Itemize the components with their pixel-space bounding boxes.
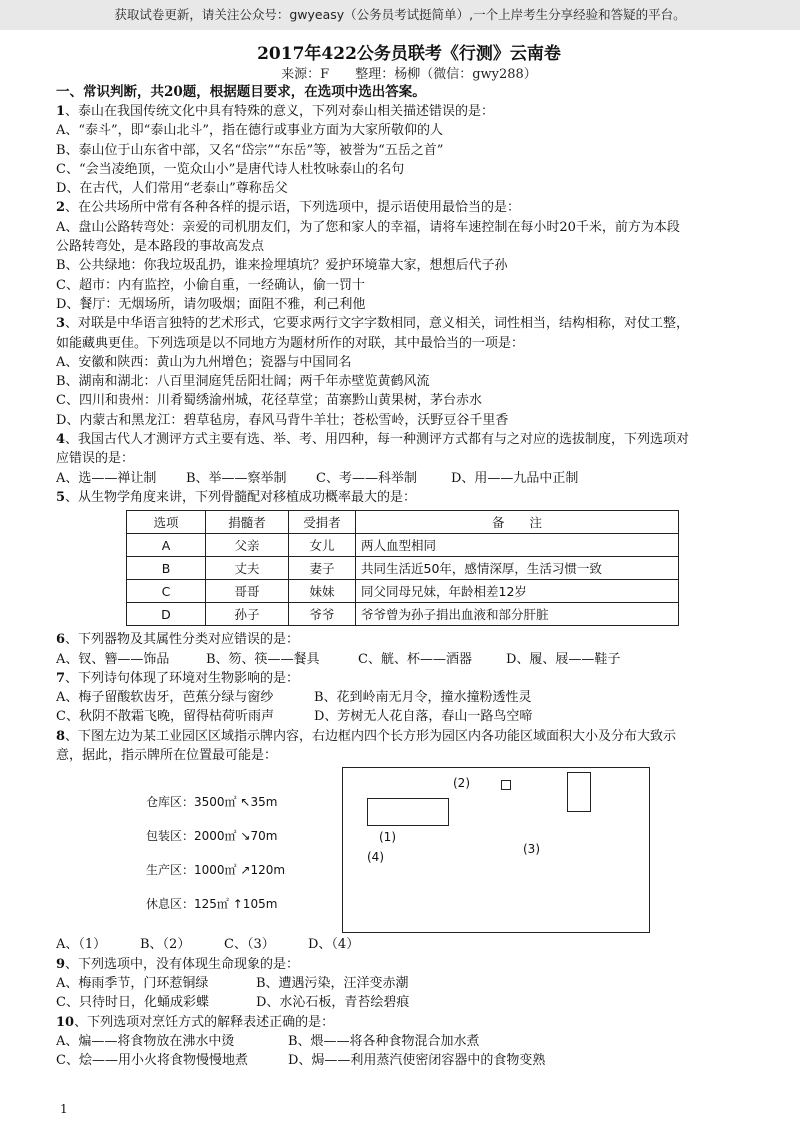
q6-stem-text: 、下列器物及其属性分类对应错误的是： (65, 632, 300, 648)
q8-option-a: A、（1） (56, 937, 107, 953)
sign-area: 1000㎡ (194, 863, 237, 878)
q7-number: 7 (56, 670, 66, 686)
table-row (127, 534, 679, 557)
q3-stem-text: 、对联是中华语言独特的艺术形式，它要求两行文字字数相同，意义相关，词性相当，结构相称，对仗工整， (65, 316, 690, 332)
q1-stem-text: 、泰山在我国传统文化中具有特殊的意义，下列对泰山相关描述错误的是： (65, 104, 495, 119)
q9-option-d: D、水沁石板，青苔绘碧痕 (256, 995, 410, 1011)
map-label-4: (4) (367, 850, 384, 865)
q10-option-a: A、煸——将食物放在沸水中烫 (56, 1033, 235, 1049)
q10-option-b: B、煨——将各种食物混合加水煮 (288, 1033, 480, 1049)
exam-page (56, 42, 762, 1070)
q7-option-b: B、花到岭南无月令，撞水撞粉透性灵 (314, 690, 532, 706)
q9-options-row2 (56, 993, 762, 1012)
table-cell: 爷爷曾为孙子捐出血液和部分肝脏 (356, 603, 679, 626)
q9-option-b: B、遭遇污染，汪洋变赤潮 (256, 975, 409, 991)
q6-number: 6 (56, 632, 66, 648)
sign-zone: 仓库区： (146, 795, 195, 810)
map-label-2: (2) (453, 776, 470, 791)
section-heading: 一、常识判断，共20题，根据题目要求，在选项中选出答案。 (56, 84, 426, 100)
q9-stem-text: 、下列选项中，没有体现生命现象的是： (65, 956, 300, 972)
q3-number: 3 (56, 316, 66, 332)
q7-options-row2 (56, 707, 762, 726)
q2-option-d: D、餐厅：无烟场所，请勿吸烟；面阻不雅，利己利他 (56, 296, 366, 312)
q8-option-d: D、（4） (308, 937, 360, 953)
q3-stem-cont: 如能藏典更佳。下列选项是以不同地方为题材所作的对联，其中最恰当的一项是： (56, 335, 525, 351)
sign-zone: 休息区： (146, 897, 195, 912)
q7-option-d: D、芳树无人花自落，春山一路鸟空啼 (314, 709, 533, 725)
q3-stem (56, 314, 762, 333)
table-cell: C (127, 580, 206, 603)
q5-stem (56, 488, 762, 507)
q4-option-a: A、选——禅让制 (56, 470, 157, 486)
q2-option-b: B、公共绿地：你我垃圾乱扔，谁来捡埋填坑？爱护环境靠大家，想想后代子孙 (56, 258, 508, 274)
table-cell: 丈夫 (206, 557, 289, 580)
q6-option-d: D、履、屐——鞋子 (506, 651, 621, 667)
table-row (127, 557, 679, 580)
page-number: 1 (60, 1102, 68, 1116)
table-cell: B (127, 557, 206, 580)
q7-option-c: C、秋阴不散霜飞晚，留得枯荷听雨声 (56, 709, 274, 725)
table-cell: 孙子 (206, 603, 289, 626)
q4-option-b: B、举——察举制 (186, 470, 287, 486)
sign-area: 3500㎡ (194, 795, 237, 810)
q3-option-b: B、湖南和湖北：八百里洞庭凭岳阳壮阔；两千年赤壁览黄鹤风流 (56, 374, 430, 390)
q8-number: 8 (56, 728, 66, 744)
q4-option-d: D、用——九品中正制 (451, 470, 579, 486)
q6-options (56, 650, 762, 669)
q8-option-c: C、（3） (224, 937, 275, 953)
q4-options (56, 469, 762, 488)
q7-options-row1 (56, 688, 762, 707)
q2-option-a: A、盘山公路转弯处：亲爱的司机朋友们，为了您和家人的幸福，请将车速控制在每小时20千米，前方为本段 (56, 219, 680, 235)
q8-option-b: B、（2） (140, 937, 191, 953)
source-line: 来源：F 整理：杨柳（微信：gwy288） (281, 67, 537, 82)
q9-number: 9 (56, 956, 66, 972)
q8-stem (56, 727, 762, 746)
q4-number: 4 (56, 432, 66, 448)
q5-number: 5 (56, 489, 66, 505)
header-cell: 备 注 (356, 511, 679, 534)
sign-area: 2000㎡ (194, 829, 237, 844)
q10-options-row2 (56, 1051, 762, 1070)
q2-option-a-cont: 公路转弯处，是本路段的事故高发点 (56, 239, 265, 255)
q2-option-c: C、超市：内有监控，小偷自重，一经确认，偷一罚十 (56, 277, 365, 293)
table-cell: 女儿 (289, 534, 356, 557)
sign-direction: ↖35m (240, 795, 278, 810)
q8-figure (56, 765, 762, 943)
table-cell: 父亲 (206, 534, 289, 557)
q7-stem (56, 669, 762, 688)
park-map (342, 767, 650, 933)
table-cell: 爷爷 (289, 603, 356, 626)
q2-stem (56, 198, 762, 217)
header-cell: 选项 (127, 511, 206, 534)
table-row (127, 603, 679, 626)
q5-stem-text: 、从生物学角度来讲，下列骨髓配对移植成功概率最大的是： (65, 489, 417, 505)
map-rect-tall (567, 772, 591, 812)
q8-stem-text: 、下图左边为某工业园区区域指示牌内容，右边框内四个长方形为园区内各功能区域面积大小及分布大致示 (65, 728, 677, 744)
q3-option-c: C、四川和贵州：川肴蜀绣渝州城，花径草堂；苗寨黔山黄果树，茅台赤水 (56, 393, 482, 409)
q10-options-row1 (56, 1032, 762, 1051)
table-cell: 哥哥 (206, 580, 289, 603)
q8-stem-cont: 意，据此，指示牌所在位置最可能是： (56, 748, 278, 764)
q2-number: 2 (56, 200, 66, 216)
sign-zone: 包装区： (146, 829, 195, 844)
sign-zone: 生产区： (146, 863, 195, 878)
q10-stem-text: 、下列选项对烹饪方式的解释表述正确的是： (74, 1014, 335, 1030)
sign-direction: ↑105m (232, 897, 278, 912)
table-cell: A (127, 534, 206, 557)
q6-stem (56, 630, 762, 649)
q1-option-a: A、“泰斗”，即“泰山北斗”，指在德行或事业方面为大家所敬仰的人 (56, 123, 443, 139)
q4-stem-cont: 应错误的是： (56, 451, 135, 467)
table-cell: 共同生活近50年，感情深厚，生活习惯一致 (356, 557, 679, 580)
sign-area: 125㎡ (194, 897, 229, 912)
q2-stem-text: 、在公共场所中常有各种各样的提示语，下列选项中，提示语使用最恰当的是： (65, 200, 521, 216)
map-label-1: (1) (379, 830, 396, 845)
q9-options-row1 (56, 974, 762, 993)
q3-option-d: D、内蒙古和黑龙江：碧草毡房，春风马背牛羊壮；苍松雪岭，沃野豆谷千里香 (56, 412, 509, 428)
q6-option-b: B、笏、筷——餐具 (206, 651, 320, 667)
q10-option-d: D、焗——利用蒸汽使密闭容器中的食物变熟 (288, 1053, 546, 1069)
q10-option-c: C、烩——用小火将食物慢慢地煮 (56, 1053, 248, 1069)
top-banner: 获取试卷更新，请关注公众号：gwyeasy（公务员考试挺简单）,一个上岸考生分享经验和答疑的平台。 (0, 0, 800, 30)
q9-stem (56, 955, 762, 974)
q1-option-c: C、“会当凌绝顶，一览众山小”是唐代诗人杜牧咏泰山的名句 (56, 161, 405, 177)
q7-option-a: A、梅子留酸软齿牙，芭蕉分绿与窗纱 (56, 690, 274, 706)
q7-stem-text: 、下列诗句体现了环境对生物影响的是： (65, 670, 300, 686)
q3-option-a: A、安徽和陕西：黄山为九州增色；瓷器与中国同名 (56, 354, 352, 370)
q4-stem-text: 、我国古代人才测评方式主要有选、举、考、用四种，每一种测评方式都有与之对应的选拔制度，下列选项对 (65, 432, 690, 448)
table-header-row (127, 511, 679, 534)
map-rect-large (367, 798, 449, 826)
sign-row-warehouse (146, 793, 277, 810)
q6-option-a: A、钗、簪——饰品 (56, 651, 170, 667)
q4-option-c: C、考——科举制 (316, 470, 417, 486)
table-cell: 妹妹 (289, 580, 356, 603)
sign-row-packaging (146, 827, 277, 844)
map-label-3: (3) (523, 842, 540, 857)
q1-stem (56, 102, 762, 121)
q1-option-d: D、在古代，人们常用“老泰山”尊称岳父 (56, 181, 288, 197)
table-cell: 妻子 (289, 557, 356, 580)
q9-option-c: C、只待时日，化蛹成彩蝶 (56, 995, 209, 1011)
q1-option-b: B、泰山位于山东省中部，又名“岱宗”“东岳”等，被誉为“五岳之首” (56, 142, 444, 158)
q4-stem (56, 430, 762, 449)
q1-number: 1 (56, 104, 66, 119)
table-cell: 同父同母兄妹，年龄相差12岁 (356, 580, 679, 603)
header-cell: 受捐者 (289, 511, 356, 534)
q5-table (126, 510, 679, 626)
header-cell: 捐髓者 (206, 511, 289, 534)
sign-row-rest (146, 895, 277, 912)
table-cell: D (127, 603, 206, 626)
table-row (127, 580, 679, 603)
q10-stem (56, 1013, 762, 1032)
q10-number: 10 (56, 1014, 75, 1030)
q9-option-a: A、梅雨季节，门环惹铜绿 (56, 975, 209, 991)
sign-direction: ↗120m (240, 863, 286, 878)
table-cell: 两人血型相同 (356, 534, 679, 557)
map-rect-small (501, 780, 511, 790)
sign-row-production (146, 861, 285, 878)
sign-direction: ↘70m (240, 829, 278, 844)
q6-option-c: C、觥、杯——酒器 (358, 651, 472, 667)
exam-title: 2017年422公务员联考《行测》云南卷 (257, 44, 561, 64)
